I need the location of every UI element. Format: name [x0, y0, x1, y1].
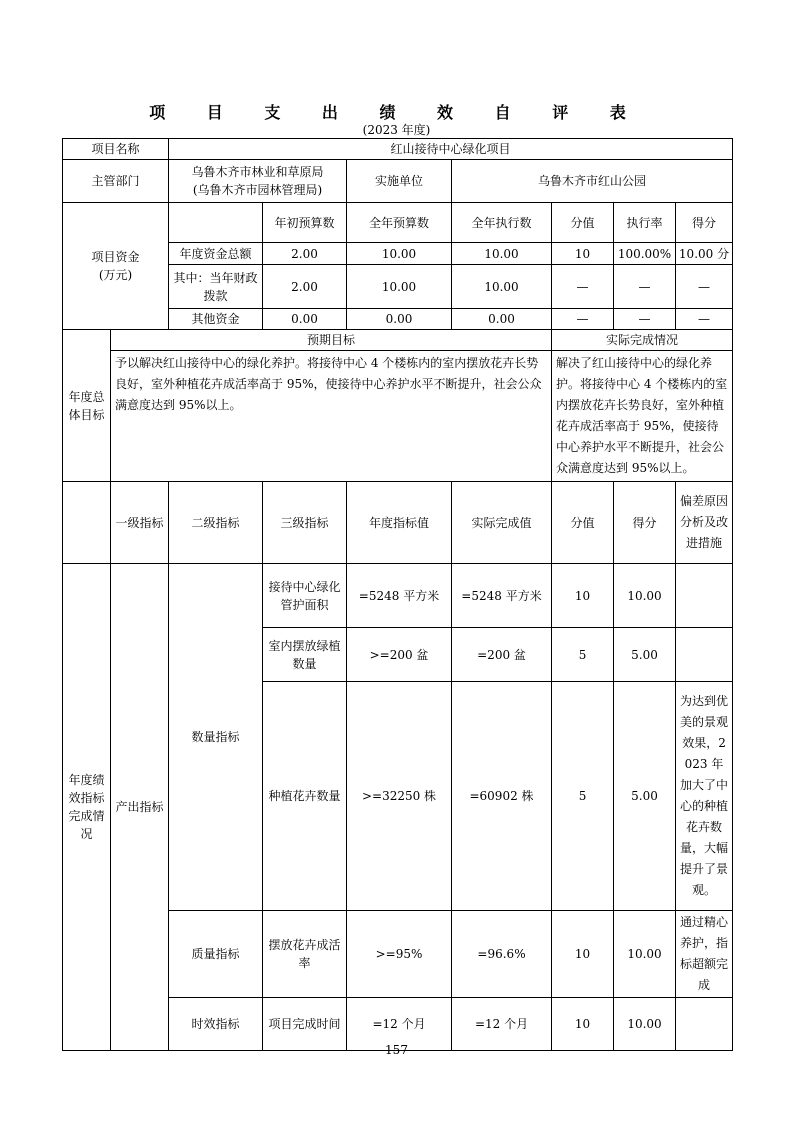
page-number: 157 — [385, 1043, 408, 1057]
indicator-reason — [676, 628, 733, 682]
funds-label-line-1: 项目资金 — [91, 250, 140, 264]
indicator-name: 接待中心绿化管护面积 — [263, 564, 347, 628]
funds-label — [63, 203, 169, 330]
indicator-header-target: 年度指标值 — [347, 482, 452, 564]
indicator-header-level1: 一级指标 — [111, 482, 169, 564]
funds-cell: 0.00 — [347, 309, 452, 330]
level2-timeliness: 时效指标 — [169, 998, 263, 1051]
project-name-value: 红山接待中心绿化项目 — [169, 139, 733, 160]
level2-quality: 质量指标 — [169, 911, 263, 998]
indicator-score-value: 5 — [552, 628, 614, 682]
funds-header-rate: 执行率 — [614, 203, 676, 243]
indicator-name: 摆放花卉成活率 — [263, 911, 347, 998]
dept-line-2: (乌鲁木齐市园林管理局) — [192, 183, 323, 197]
funds-cell: 2.00 — [263, 243, 347, 265]
indicator-target: >=95% — [347, 911, 452, 998]
indicator-actual: =200 盆 — [452, 628, 552, 682]
indicator-actual: =60902 株 — [452, 682, 552, 911]
indicator-name: 项目完成时间 — [263, 998, 347, 1051]
indicator-actual: =5248 平方米 — [452, 564, 552, 628]
indicator-name: 种植花卉数量 — [263, 682, 347, 911]
indicator-score-value: 5 — [552, 682, 614, 911]
level2-quantity: 数量指标 — [169, 564, 263, 911]
funds-cell: — — [552, 265, 614, 309]
indicator-target: =5248 平方米 — [347, 564, 452, 628]
funds-row-name: 其中：当年财政拨款 — [169, 265, 263, 309]
self-evaluation-table — [62, 138, 733, 1051]
funds-cell: — — [552, 309, 614, 330]
funds-cell: 0.00 — [263, 309, 347, 330]
indicator-actual: =12 个月 — [452, 998, 552, 1051]
expected-goal-text: 予以解决红山接待中心的绿化养护。将接待中心 4 个楼栋内的室内摆放花卉长势良好，室外种植花卉成活率高于 95%，使接待中心养护水平不断提升，社会公众满意度达到 95%以上。 — [111, 351, 552, 482]
funds-cell: — — [676, 265, 733, 309]
dept-line-1: 乌鲁木齐市林业和草原局 — [191, 165, 324, 179]
unit-label: 实施单位 — [347, 160, 452, 203]
page-subtitle: (2023 年度) — [362, 123, 431, 137]
dept-label: 主管部门 — [63, 160, 169, 203]
indicator-reason: 通过精心养护，指标超额完成 — [676, 911, 733, 998]
funds-cell: 2.00 — [263, 265, 347, 309]
indicator-score: 10.00 — [614, 911, 676, 998]
indicator-score-value: 10 — [552, 564, 614, 628]
indicator-header-level3: 三级指标 — [263, 482, 347, 564]
funds-cell: 100.00% — [614, 243, 676, 265]
indicator-score-value: 10 — [552, 998, 614, 1051]
indicator-score: 10.00 — [614, 998, 676, 1051]
funds-row-name: 其他资金 — [169, 309, 263, 330]
level1-output: 产出指标 — [111, 564, 169, 1051]
annual-goal-label: 年度总体目标 — [63, 330, 111, 482]
funds-cell: — — [614, 309, 676, 330]
funds-header-executed: 全年执行数 — [452, 203, 552, 243]
indicator-score: 5.00 — [614, 628, 676, 682]
unit-value: 乌鲁木齐市红山公园 — [452, 160, 733, 203]
indicator-target: =12 个月 — [347, 998, 452, 1051]
funds-row-name: 年度资金总额 — [169, 243, 263, 265]
indicator-actual: =96.6% — [452, 911, 552, 998]
indicator-reason: 为达到优美的景观效果，2023 年加大了中心的种植花卉数量，大幅提升了景观。 — [676, 682, 733, 911]
indicator-score: 10.00 — [614, 564, 676, 628]
funds-cell: 10 — [552, 243, 614, 265]
indicator-header-level2: 二级指标 — [169, 482, 263, 564]
indicator-header-deviation: 偏差原因分析及改进措施 — [676, 482, 733, 564]
funds-label-line-2: (万元) — [98, 268, 133, 282]
project-name-label: 项目名称 — [63, 139, 169, 160]
indicator-target: >=200 盆 — [347, 628, 452, 682]
funds-header-score-value: 分值 — [552, 203, 614, 243]
funds-cell: 10.00 — [347, 243, 452, 265]
dept-value — [169, 160, 347, 203]
funds-cell: 10.00 — [452, 243, 552, 265]
funds-header-annual: 全年预算数 — [347, 203, 452, 243]
funds-cell: — — [676, 309, 733, 330]
funds-cell: 10.00 分 — [676, 243, 733, 265]
actual-result-header: 实际完成情况 — [552, 330, 733, 351]
performance-section-label: 年度绩效指标完成情况 — [63, 564, 111, 1051]
funds-cell: — — [614, 265, 676, 309]
indicator-header-blank — [63, 482, 111, 564]
actual-result-text: 解决了红山接待中心的绿化养护。将接待中心 4 个楼栋内的室内摆放花卉长势良好，室外种植花卉成活率高于 95%，使接待中心养护水平不断提升，社会公众满意度达到 95%以上。 — [552, 351, 733, 482]
indicator-score: 5.00 — [614, 682, 676, 911]
expected-goal-header: 预期目标 — [111, 330, 552, 351]
funds-header-score: 得分 — [676, 203, 733, 243]
funds-cell: 10.00 — [452, 265, 552, 309]
funds-header-initial: 年初预算数 — [263, 203, 347, 243]
indicator-header-actual: 实际完成值 — [452, 482, 552, 564]
indicator-target: >=32250 株 — [347, 682, 452, 911]
funds-header-blank — [169, 203, 263, 243]
indicator-reason — [676, 564, 733, 628]
indicator-header-score: 得分 — [614, 482, 676, 564]
page-title: 项 目 支 出 绩 效 自 评 表 — [149, 103, 644, 122]
funds-cell: 0.00 — [452, 309, 552, 330]
indicator-name: 室内摆放绿植数量 — [263, 628, 347, 682]
indicator-score-value: 10 — [552, 911, 614, 998]
indicator-header-score-value: 分值 — [552, 482, 614, 564]
funds-cell: 10.00 — [347, 265, 452, 309]
